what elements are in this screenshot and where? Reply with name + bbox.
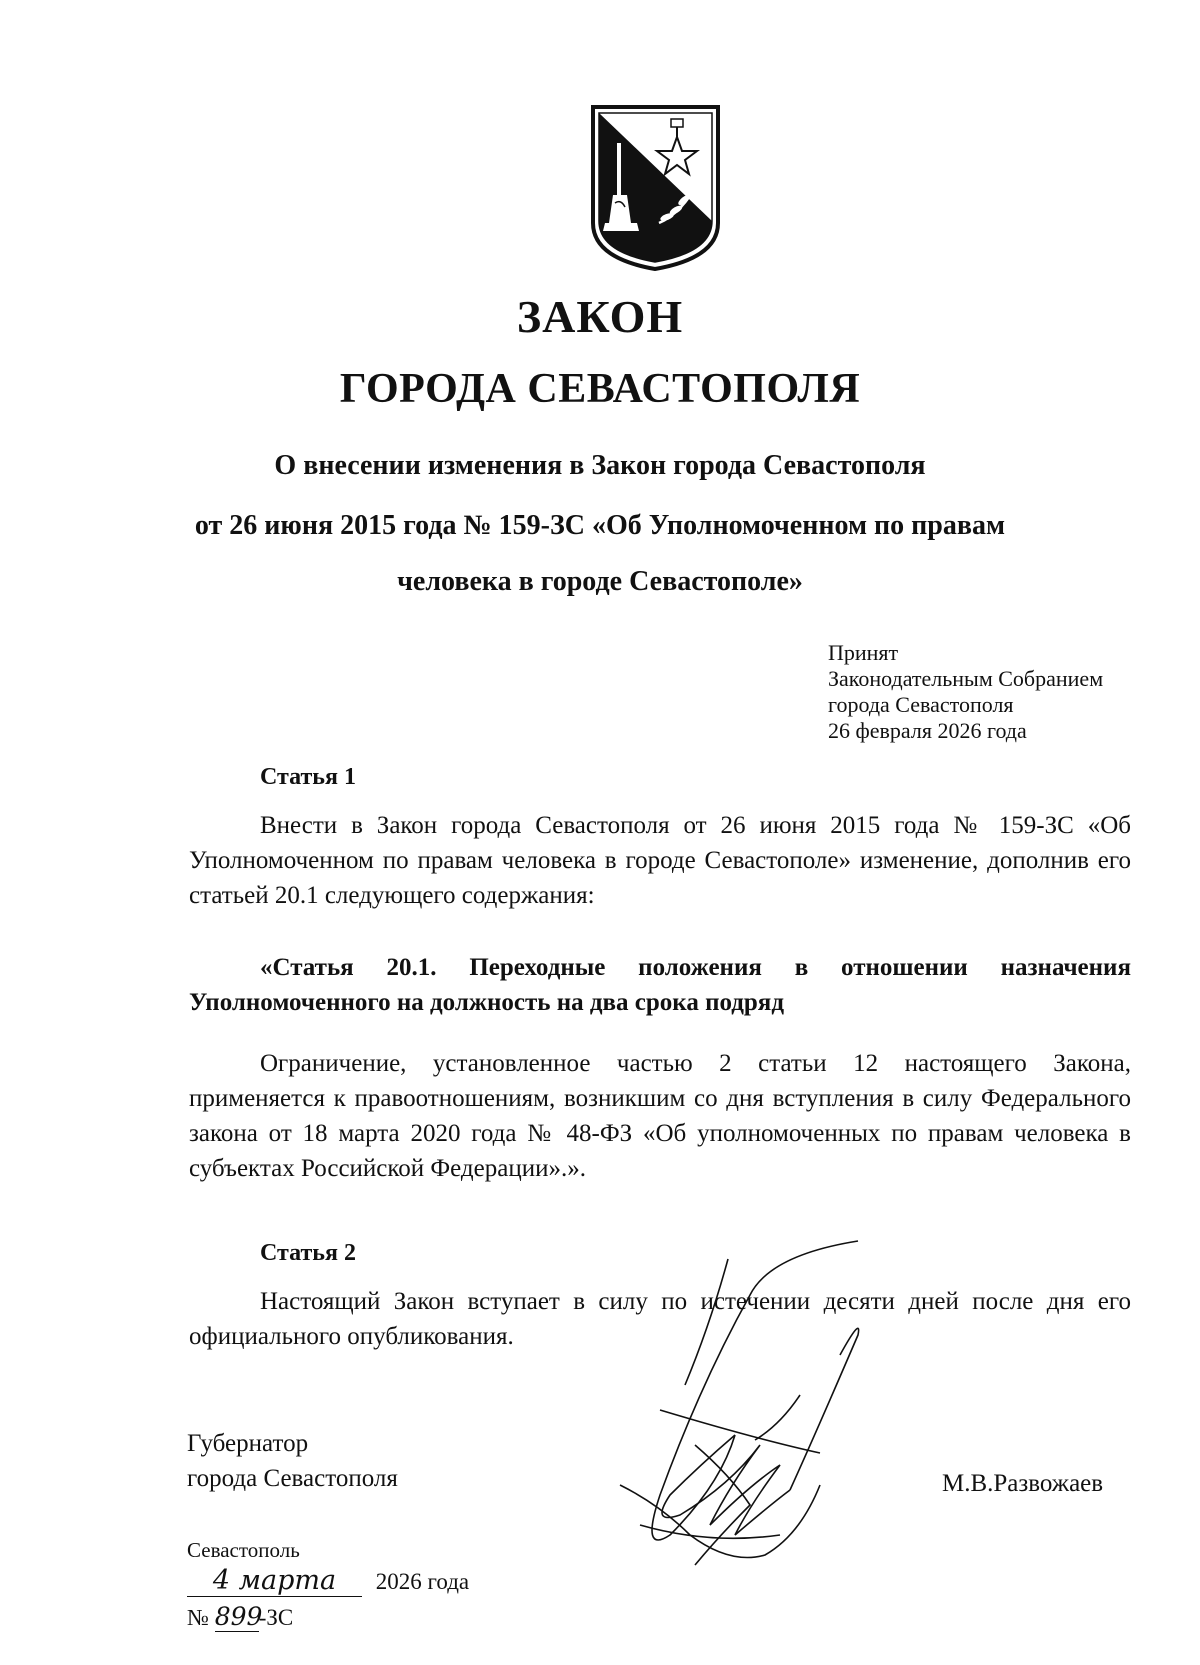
article1-text: Внести в Закон города Севастополя от 26 июня 2015 года № 159-ЗС «Об Уполномоченном по правам человека в городе Севастополе» изменение, дополнив его статьей 20.1 следующего содержания: (189, 812, 1131, 909)
signatory-position-line1: Губернатор (187, 1430, 309, 1457)
article1-paragraph (189, 808, 1131, 913)
signing-day: 4 (212, 1565, 231, 1596)
document-title: ЗАКОН (516, 291, 684, 342)
article2-heading: Статья 2 (260, 1240, 356, 1266)
handwritten-signature (600, 1235, 900, 1615)
document-subtitle-line3: человека в городе Севастополе» (397, 566, 803, 597)
new-article-paragraph (189, 1046, 1131, 1186)
article2-text: Настоящий Закон вступает в силу по истечении десяти дней после дня его официального опубликования. (189, 1288, 1131, 1350)
law-number (187, 1602, 293, 1632)
adoption-line: Законодательным Собранием (828, 666, 1104, 691)
new-article-heading-text: «Статья 20.1. Переходные положения в отношении назначения Уполномоченного на должность на два срока подряд (189, 954, 1131, 1016)
document-subtitle-line2: от 26 июня 2015 года № 159-ЗС «Об Уполномоченном по правам (194, 510, 1006, 541)
document-subtitle-line1: О внесении изменения в Закон города Севастополя (274, 450, 926, 481)
signing-year: 2026 года (375, 1569, 470, 1594)
law-number-suffix: -ЗС (258, 1605, 294, 1630)
law-number-prefix: № (187, 1605, 209, 1630)
signatory-position (187, 1426, 398, 1496)
adoption-line: города Севастополя (828, 692, 1014, 717)
adoption-note (828, 640, 1103, 744)
signing-date (187, 1565, 469, 1597)
document-title-issuer: ГОРОДА СЕВАСТОПОЛЯ (339, 366, 861, 412)
adoption-date: 26 февраля 2026 года (828, 718, 1027, 743)
signing-date-handwritten (187, 1565, 362, 1597)
sevastopol-coat-of-arms-icon (587, 103, 724, 273)
signatory-position-line2: города Севастополя (187, 1465, 398, 1492)
signing-month: марта (238, 1565, 337, 1596)
new-article-heading (189, 950, 1131, 1020)
place-of-signing: Севастополь (187, 1538, 300, 1562)
new-article-text: Ограничение, установленное частью 2 статьи 12 настоящего Закона, применяется к правоотношениям, возникшим со дня вступления в силу Федерального закона от 18 марта 2020 года № 48-ФЗ «Об уполномоченных по правам человека в субъектах Российской Федерации».». (189, 1050, 1131, 1182)
signatory-name: М.В.Развожаев (942, 1470, 1104, 1497)
article1-heading: Статья 1 (260, 764, 356, 790)
adoption-line: Принят (828, 640, 899, 665)
law-number-handwritten: 899 (214, 1602, 263, 1631)
